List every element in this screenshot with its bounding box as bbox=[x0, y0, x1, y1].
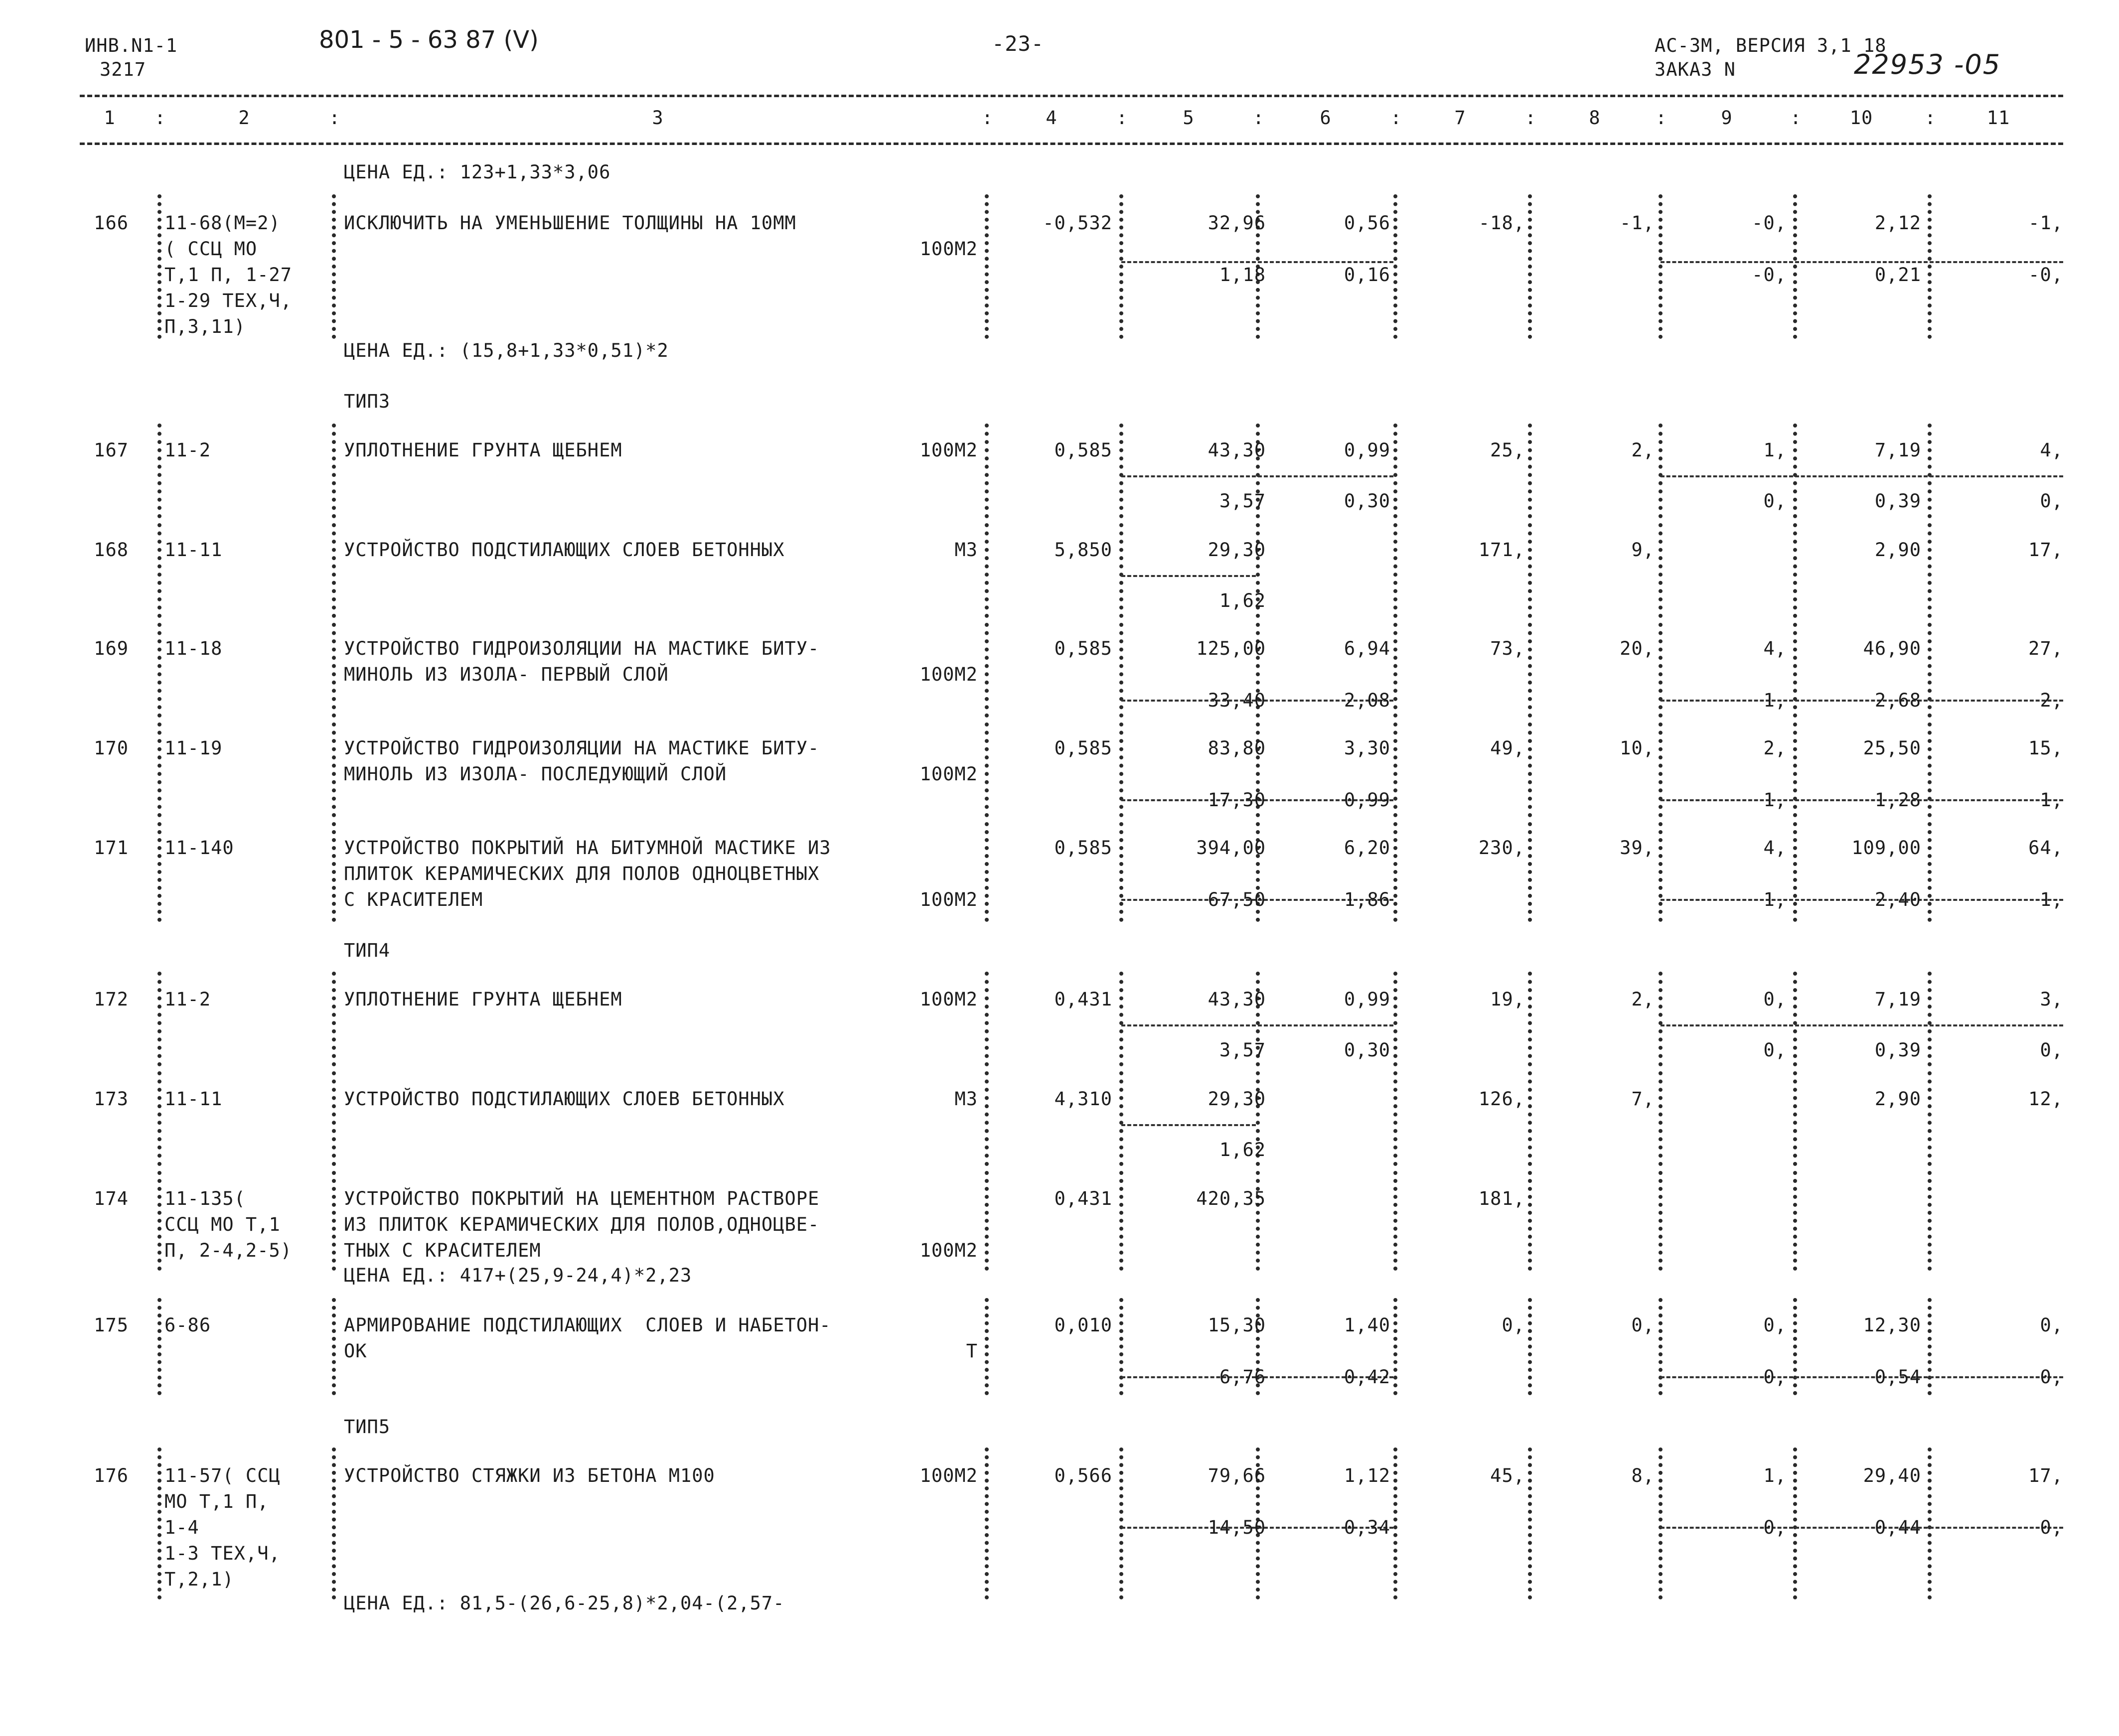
value-cell-6: 6,94 bbox=[1344, 638, 1390, 659]
value-cell-9: -0, bbox=[1752, 264, 1787, 286]
column-separator: : bbox=[1253, 107, 1265, 129]
description-cell: ЦЕНА ЕД.: 123+1,33*3,06 bbox=[344, 161, 611, 183]
column-rule bbox=[1528, 523, 1532, 618]
subtotal-separator bbox=[1258, 1024, 1393, 1026]
column-separator: : bbox=[1116, 107, 1128, 129]
column-rule bbox=[332, 822, 336, 922]
value-cell-5: 43,30 bbox=[1208, 989, 1266, 1010]
column-rule bbox=[985, 1298, 989, 1395]
value-cell-7: 73, bbox=[1490, 638, 1525, 659]
column-rule bbox=[332, 972, 336, 1066]
description-cell: ОК bbox=[344, 1340, 367, 1362]
column-rule bbox=[157, 424, 161, 518]
value-cell-10: 109,00 bbox=[1851, 837, 1921, 859]
value-cell-10: 2,40 bbox=[1874, 889, 1921, 910]
value-cell-4: 5,850 bbox=[1054, 539, 1112, 561]
value-cell-5: 32,96 bbox=[1208, 212, 1266, 234]
description-cell: УСТРОЙСТВО ГИДРОИЗОЛЯЦИИ НА МАСТИКЕ БИТУ- bbox=[344, 638, 820, 659]
unit-cell: 100М2 bbox=[919, 1240, 978, 1261]
column-number: 11 bbox=[1986, 107, 2010, 129]
column-rule bbox=[332, 194, 336, 339]
value-cell-8: 9, bbox=[1631, 539, 1655, 561]
value-cell-10: 2,90 bbox=[1874, 539, 1921, 561]
value-cell-5: 394,00 bbox=[1196, 837, 1266, 859]
column-number: 8 bbox=[1589, 107, 1601, 129]
subtotal-separator bbox=[1795, 1024, 1928, 1026]
column-rule bbox=[985, 623, 989, 718]
value-cell-11: 2, bbox=[2040, 690, 2063, 711]
column-rule bbox=[985, 972, 989, 1066]
value-cell-6: 3,30 bbox=[1344, 737, 1390, 759]
column-separator: : bbox=[154, 107, 166, 129]
value-cell-10: 2,12 bbox=[1874, 212, 1921, 234]
column-rule bbox=[332, 1071, 336, 1166]
value-cell-5: 17,30 bbox=[1208, 789, 1266, 811]
description-cell: ЦЕНА ЕД.: 81,5-(26,6-25,8)*2,04-(2,57- bbox=[344, 1592, 785, 1614]
column-rule bbox=[157, 1171, 161, 1271]
column-rule bbox=[1119, 1171, 1123, 1271]
row-number: 168 bbox=[94, 539, 129, 561]
value-cell-11: 0, bbox=[2040, 1366, 2063, 1388]
value-cell-6: 1,86 bbox=[1344, 889, 1390, 910]
value-cell-6: 0,30 bbox=[1344, 490, 1390, 512]
value-cell-6: 6,20 bbox=[1344, 837, 1390, 859]
column-rule bbox=[157, 523, 161, 618]
value-cell-10: 0,54 bbox=[1874, 1366, 1921, 1388]
value-cell-10: 1,28 bbox=[1874, 789, 1921, 811]
value-cell-8: 20, bbox=[1620, 638, 1655, 659]
value-cell-10: 2,90 bbox=[1874, 1088, 1921, 1110]
value-cell-5: 1,18 bbox=[1219, 264, 1266, 286]
column-rule bbox=[157, 1447, 161, 1599]
value-cell-11: 17, bbox=[2028, 1465, 2063, 1486]
value-cell-7: 19, bbox=[1490, 989, 1525, 1010]
value-cell-11: -0, bbox=[2028, 264, 2063, 286]
value-cell-11: 27, bbox=[2028, 638, 2063, 659]
column-rule bbox=[157, 623, 161, 718]
value-cell-11: 17, bbox=[2028, 539, 2063, 561]
column-separator: : bbox=[1390, 107, 1402, 129]
value-cell-10: 2,68 bbox=[1874, 690, 1921, 711]
unit-cell: 100М2 bbox=[919, 664, 978, 685]
inventory-number: 3217 bbox=[100, 59, 147, 80]
value-cell-10: 0,21 bbox=[1874, 264, 1921, 286]
column-rule bbox=[1393, 723, 1397, 817]
description-cell: УСТРОЙСТВО ПОКРЫТИЙ НА ЦЕМЕНТНОМ РАСТВОРЕ bbox=[344, 1188, 820, 1209]
column-rule bbox=[1393, 523, 1397, 618]
value-cell-11: 15, bbox=[2028, 737, 2063, 759]
value-cell-10: 12,30 bbox=[1863, 1314, 1921, 1336]
value-cell-9: 1, bbox=[1763, 889, 1787, 910]
value-cell-9: 0, bbox=[1763, 1366, 1787, 1388]
value-cell-6: 2,08 bbox=[1344, 690, 1390, 711]
code-cell: Т,2,1) bbox=[164, 1569, 234, 1590]
column-rule bbox=[985, 1171, 989, 1271]
subtotal-separator bbox=[1121, 261, 1256, 263]
value-cell-8: 39, bbox=[1620, 837, 1655, 859]
value-cell-9: 1, bbox=[1763, 1465, 1787, 1486]
column-rule bbox=[332, 1447, 336, 1599]
column-rule bbox=[332, 723, 336, 817]
column-rule bbox=[332, 1171, 336, 1271]
value-cell-7: -18, bbox=[1478, 212, 1525, 234]
value-cell-5: 67,50 bbox=[1208, 889, 1266, 910]
subtotal-separator bbox=[1930, 261, 2063, 263]
column-rule bbox=[1793, 523, 1797, 618]
description-cell: УПЛОТНЕНИЕ ГРУНТА ЩЕБНЕМ bbox=[344, 439, 622, 461]
value-cell-5: 420,35 bbox=[1196, 1188, 1266, 1209]
row-number: 170 bbox=[94, 737, 129, 759]
value-cell-11: 0, bbox=[2040, 490, 2063, 512]
column-rule bbox=[1528, 1298, 1532, 1395]
value-cell-7: 126, bbox=[1478, 1088, 1525, 1110]
subtotal-separator bbox=[1930, 1024, 2063, 1026]
column-number: 4 bbox=[1046, 107, 1058, 129]
column-separator: : bbox=[329, 107, 341, 129]
description-cell: ТИП5 bbox=[344, 1416, 391, 1438]
description-cell: УСТРОЙСТВО СТЯЖКИ ИЗ БЕТОНА М100 bbox=[344, 1465, 715, 1486]
value-cell-5: 14,50 bbox=[1208, 1517, 1266, 1538]
value-cell-6: 0,42 bbox=[1344, 1366, 1390, 1388]
value-cell-4: 0,566 bbox=[1054, 1465, 1112, 1486]
description-cell: УСТРОЙСТВО ПОДСТИЛАЮЩИХ СЛОЕВ БЕТОННЫХ bbox=[344, 1088, 785, 1110]
unit-cell: Т bbox=[966, 1340, 978, 1362]
column-rule bbox=[1928, 1071, 1932, 1166]
row-number: 169 bbox=[94, 638, 129, 659]
header-rule-bottom bbox=[80, 143, 2063, 145]
value-cell-10: 29,40 bbox=[1863, 1465, 1921, 1486]
code-cell: П, 2-4,2-5) bbox=[164, 1240, 293, 1261]
column-rule bbox=[332, 424, 336, 518]
column-rule bbox=[1528, 424, 1532, 518]
description-cell: ТИП4 bbox=[344, 940, 391, 961]
value-cell-4: 0,431 bbox=[1054, 1188, 1112, 1209]
column-separator: : bbox=[1525, 107, 1537, 129]
value-cell-11: 4, bbox=[2040, 439, 2063, 461]
system-version: АС-3М, ВЕРСИЯ 3,1 18 bbox=[1655, 35, 1887, 56]
value-cell-6: 0,30 bbox=[1344, 1039, 1390, 1061]
value-cell-9: 0, bbox=[1763, 989, 1787, 1010]
value-cell-5: 83,80 bbox=[1208, 737, 1266, 759]
subtotal-separator bbox=[1795, 475, 1928, 477]
column-rule bbox=[1393, 1171, 1397, 1271]
value-cell-7: 171, bbox=[1478, 539, 1525, 561]
value-cell-5: 1,62 bbox=[1219, 590, 1266, 611]
column-rule bbox=[985, 523, 989, 618]
value-cell-11: 0, bbox=[2040, 1039, 2063, 1061]
value-cell-6: 1,40 bbox=[1344, 1314, 1390, 1336]
value-cell-10: 7,19 bbox=[1874, 989, 1921, 1010]
code-cell: 11-57( ССЦ bbox=[164, 1465, 281, 1486]
value-cell-9: 4, bbox=[1763, 638, 1787, 659]
column-rule bbox=[1659, 523, 1663, 618]
value-cell-10: 7,19 bbox=[1874, 439, 1921, 461]
document-code: 801 - 5 - 63 87 (V) bbox=[319, 26, 539, 54]
description-cell: МИНОЛЬ ИЗ ИЗОЛА- ПЕРВЫЙ СЛОЙ bbox=[344, 664, 669, 685]
description-cell: ЦЕНА ЕД.: (15,8+1,33*0,51)*2 bbox=[344, 340, 669, 361]
value-cell-11: 64, bbox=[2028, 837, 2063, 859]
column-rule bbox=[1793, 1071, 1797, 1166]
column-number: 9 bbox=[1721, 107, 1733, 129]
code-cell: 11-135( bbox=[164, 1188, 246, 1209]
column-separator: : bbox=[1790, 107, 1802, 129]
column-number: 1 bbox=[104, 107, 116, 129]
row-number: 173 bbox=[94, 1088, 129, 1110]
value-cell-9: 1, bbox=[1763, 690, 1787, 711]
unit-cell: 100М2 bbox=[919, 989, 978, 1010]
value-cell-4: 0,585 bbox=[1054, 837, 1112, 859]
value-cell-9: 0, bbox=[1763, 1039, 1787, 1061]
column-rule bbox=[1928, 523, 1932, 618]
value-cell-5: 1,62 bbox=[1219, 1139, 1266, 1160]
value-cell-11: 3, bbox=[2040, 989, 2063, 1010]
value-cell-4: 0,585 bbox=[1054, 439, 1112, 461]
page-number: -23- bbox=[992, 31, 1045, 56]
column-separator: : bbox=[1925, 107, 1937, 129]
column-number: 7 bbox=[1454, 107, 1466, 129]
row-number: 176 bbox=[94, 1465, 129, 1486]
subtotal-separator bbox=[1121, 1124, 1256, 1126]
value-cell-10: 25,50 bbox=[1863, 737, 1921, 759]
description-cell: УПЛОТНЕНИЕ ГРУНТА ЩЕБНЕМ bbox=[344, 989, 622, 1010]
value-cell-8: 2, bbox=[1631, 439, 1655, 461]
inventory-label: ИНВ.N1-1 bbox=[85, 35, 178, 56]
column-rule bbox=[1528, 972, 1532, 1066]
row-number: 175 bbox=[94, 1314, 129, 1336]
subtotal-separator bbox=[1121, 1024, 1256, 1026]
value-cell-4: 0,585 bbox=[1054, 638, 1112, 659]
value-cell-5: 33,40 bbox=[1208, 690, 1266, 711]
column-rule bbox=[1528, 1071, 1532, 1166]
column-rule bbox=[985, 424, 989, 518]
value-cell-8: 7, bbox=[1631, 1088, 1655, 1110]
value-cell-5: 43,30 bbox=[1208, 439, 1266, 461]
value-cell-5: 29,30 bbox=[1208, 1088, 1266, 1110]
column-separator: : bbox=[982, 107, 994, 129]
value-cell-7: 25, bbox=[1490, 439, 1525, 461]
code-cell: ( ССЦ МО bbox=[164, 238, 258, 260]
description-cell: ЦЕНА ЕД.: 417+(25,9-24,4)*2,23 bbox=[344, 1265, 692, 1286]
column-rule bbox=[157, 194, 161, 339]
value-cell-11: 1, bbox=[2040, 889, 2063, 910]
column-rule bbox=[332, 1298, 336, 1395]
value-cell-10: 0,39 bbox=[1874, 1039, 1921, 1061]
value-cell-5: 3,57 bbox=[1219, 1039, 1266, 1061]
subtotal-separator bbox=[1121, 575, 1256, 577]
unit-cell: М3 bbox=[954, 539, 978, 561]
code-cell: МО Т,1 П, bbox=[164, 1491, 269, 1512]
code-cell: 1-4 bbox=[164, 1517, 199, 1538]
column-rule bbox=[157, 1071, 161, 1166]
description-cell: ТИП3 bbox=[344, 391, 391, 412]
column-rule bbox=[1528, 723, 1532, 817]
value-cell-11: 0, bbox=[2040, 1517, 2063, 1538]
column-rule bbox=[157, 723, 161, 817]
code-cell: Т,1 П, 1-27 bbox=[164, 264, 293, 286]
column-rule bbox=[985, 723, 989, 817]
description-cell: ИСКЛЮЧИТЬ НА УМЕНЬШЕНИЕ ТОЛЩИНЫ НА 10ММ bbox=[344, 212, 796, 234]
value-cell-5: 3,57 bbox=[1219, 490, 1266, 512]
column-number: 10 bbox=[1849, 107, 1873, 129]
value-cell-10: 0,39 bbox=[1874, 490, 1921, 512]
value-cell-4: -0,532 bbox=[1043, 212, 1112, 234]
row-number: 174 bbox=[94, 1188, 129, 1209]
unit-cell: 100М2 bbox=[919, 1465, 978, 1486]
value-cell-6: 0,99 bbox=[1344, 789, 1390, 811]
value-cell-7: 181, bbox=[1478, 1188, 1525, 1209]
description-cell: ТНЫХ С КРАСИТЕЛЕМ bbox=[344, 1240, 541, 1261]
code-cell: ССЦ МО Т,1 bbox=[164, 1214, 281, 1235]
column-rule bbox=[1528, 1171, 1532, 1271]
unit-cell: 100М2 bbox=[919, 238, 978, 260]
value-cell-4: 4,310 bbox=[1054, 1088, 1112, 1110]
unit-cell: 100М2 bbox=[919, 889, 978, 910]
value-cell-11: -1, bbox=[2028, 212, 2063, 234]
code-cell: 11-19 bbox=[164, 737, 223, 759]
column-rule bbox=[332, 623, 336, 718]
column-rule bbox=[1393, 424, 1397, 518]
value-cell-9: 1, bbox=[1763, 439, 1787, 461]
order-label: ЗАКАЗ N bbox=[1655, 59, 1736, 80]
value-cell-8: -1, bbox=[1620, 212, 1655, 234]
value-cell-11: 12, bbox=[2028, 1088, 2063, 1110]
subtotal-separator bbox=[1930, 475, 2063, 477]
code-cell: 11-2 bbox=[164, 439, 211, 461]
value-cell-8: 0, bbox=[1631, 1314, 1655, 1336]
column-rule bbox=[1393, 1298, 1397, 1395]
value-cell-9: 1, bbox=[1763, 789, 1787, 811]
subtotal-separator bbox=[1121, 475, 1256, 477]
code-cell: 1-29 ТЕХ,Ч, bbox=[164, 290, 293, 311]
unit-cell: 100М2 bbox=[919, 763, 978, 785]
description-cell: УСТРОЙСТВО ПОКРЫТИЙ НА БИТУМНОЙ МАСТИКЕ ИЗ bbox=[344, 837, 831, 859]
header-rule-top bbox=[80, 95, 2063, 97]
code-cell: 6-86 bbox=[164, 1314, 211, 1336]
code-cell: 11-18 bbox=[164, 638, 223, 659]
column-rule bbox=[1659, 1171, 1663, 1271]
column-rule bbox=[157, 1298, 161, 1395]
column-rule bbox=[332, 523, 336, 618]
value-cell-5: 15,30 bbox=[1208, 1314, 1266, 1336]
column-rule bbox=[1528, 623, 1532, 718]
value-cell-9: 2, bbox=[1763, 737, 1787, 759]
row-number: 167 bbox=[94, 439, 129, 461]
value-cell-6: 0,99 bbox=[1344, 989, 1390, 1010]
description-cell: МИНОЛЬ ИЗ ИЗОЛА- ПОСЛЕДУЮЩИЙ СЛОЙ bbox=[344, 763, 727, 785]
row-number: 166 bbox=[94, 212, 129, 234]
subtotal-separator bbox=[1661, 261, 1793, 263]
value-cell-5: 6,76 bbox=[1219, 1366, 1266, 1388]
code-cell: 1-3 ТЕХ,Ч, bbox=[164, 1543, 281, 1564]
code-cell: 11-68(М=2) bbox=[164, 212, 281, 234]
value-cell-8: 10, bbox=[1620, 737, 1655, 759]
description-cell: АРМИРОВАНИЕ ПОДСТИЛАЮЩИХ СЛОЕВ И НАБЕТОН- bbox=[344, 1314, 831, 1336]
code-cell: 11-140 bbox=[164, 837, 234, 859]
value-cell-8: 2, bbox=[1631, 989, 1655, 1010]
value-cell-4: 0,431 bbox=[1054, 989, 1112, 1010]
value-cell-9: 4, bbox=[1763, 837, 1787, 859]
description-cell: УСТРОЙСТВО ПОДСТИЛАЮЩИХ СЛОЕВ БЕТОННЫХ bbox=[344, 539, 785, 561]
value-cell-6: 0,16 bbox=[1344, 264, 1390, 286]
column-rule bbox=[1393, 623, 1397, 718]
value-cell-4: 0,010 bbox=[1054, 1314, 1112, 1336]
code-cell: П,3,11) bbox=[164, 316, 246, 337]
value-cell-11: 1, bbox=[2040, 789, 2063, 811]
row-number: 172 bbox=[94, 989, 129, 1010]
column-number: 3 bbox=[652, 107, 664, 129]
subtotal-separator bbox=[1258, 475, 1393, 477]
value-cell-9: 0, bbox=[1763, 490, 1787, 512]
column-number: 6 bbox=[1320, 107, 1332, 129]
unit-cell: 100М2 bbox=[919, 439, 978, 461]
column-rule bbox=[1256, 1171, 1260, 1271]
value-cell-5: 79,66 bbox=[1208, 1465, 1266, 1486]
value-cell-6: 0,34 bbox=[1344, 1517, 1390, 1538]
value-cell-9: -0, bbox=[1752, 212, 1787, 234]
code-cell: 11-11 bbox=[164, 1088, 223, 1110]
column-number: 5 bbox=[1183, 107, 1195, 129]
value-cell-9: 0, bbox=[1763, 1517, 1787, 1538]
subtotal-separator bbox=[1661, 475, 1793, 477]
subtotal-separator bbox=[1661, 1024, 1793, 1026]
row-number: 171 bbox=[94, 837, 129, 859]
value-cell-8: 8, bbox=[1631, 1465, 1655, 1486]
code-cell: 11-11 bbox=[164, 539, 223, 561]
value-cell-5: 29,30 bbox=[1208, 539, 1266, 561]
column-rule bbox=[1793, 1171, 1797, 1271]
description-cell: С КРАСИТЕЛЕМ bbox=[344, 889, 483, 910]
value-cell-4: 0,585 bbox=[1054, 737, 1112, 759]
value-cell-6: 0,99 bbox=[1344, 439, 1390, 461]
unit-cell: М3 bbox=[954, 1088, 978, 1110]
column-rule bbox=[157, 972, 161, 1066]
value-cell-11: 0, bbox=[2040, 1314, 2063, 1336]
value-cell-5: 125,00 bbox=[1196, 638, 1266, 659]
column-rule bbox=[1659, 1071, 1663, 1166]
column-rule bbox=[1393, 972, 1397, 1066]
description-cell: УСТРОЙСТВО ГИДРОИЗОЛЯЦИИ НА МАСТИКЕ БИТУ- bbox=[344, 737, 820, 759]
value-cell-9: 0, bbox=[1763, 1314, 1787, 1336]
column-rule bbox=[1393, 1071, 1397, 1166]
column-number: 2 bbox=[238, 107, 250, 129]
value-cell-6: 1,12 bbox=[1344, 1465, 1390, 1486]
value-cell-7: 45, bbox=[1490, 1465, 1525, 1486]
subtotal-separator bbox=[1795, 261, 1928, 263]
description-cell: ПЛИТОК КЕРАМИЧЕСКИХ ДЛЯ ПОЛОВ ОДНОЦВЕТНЫХ bbox=[344, 863, 820, 884]
value-cell-10: 0,44 bbox=[1874, 1517, 1921, 1538]
value-cell-7: 49, bbox=[1490, 737, 1525, 759]
value-cell-10: 46,90 bbox=[1863, 638, 1921, 659]
value-cell-7: 230, bbox=[1478, 837, 1525, 859]
subtotal-separator bbox=[1258, 261, 1393, 263]
order-number: 22953 -05 bbox=[1854, 49, 2001, 80]
description-cell: ИЗ ПЛИТОК КЕРАМИЧЕСКИХ ДЛЯ ПОЛОВ,ОДНОЦВЕ- bbox=[344, 1214, 820, 1235]
column-rule bbox=[157, 822, 161, 922]
column-separator: : bbox=[1656, 107, 1667, 129]
value-cell-6: 0,56 bbox=[1344, 212, 1390, 234]
code-cell: 11-2 bbox=[164, 989, 211, 1010]
column-rule bbox=[985, 1071, 989, 1166]
value-cell-7: 0, bbox=[1502, 1314, 1525, 1336]
column-rule bbox=[1928, 1171, 1932, 1271]
